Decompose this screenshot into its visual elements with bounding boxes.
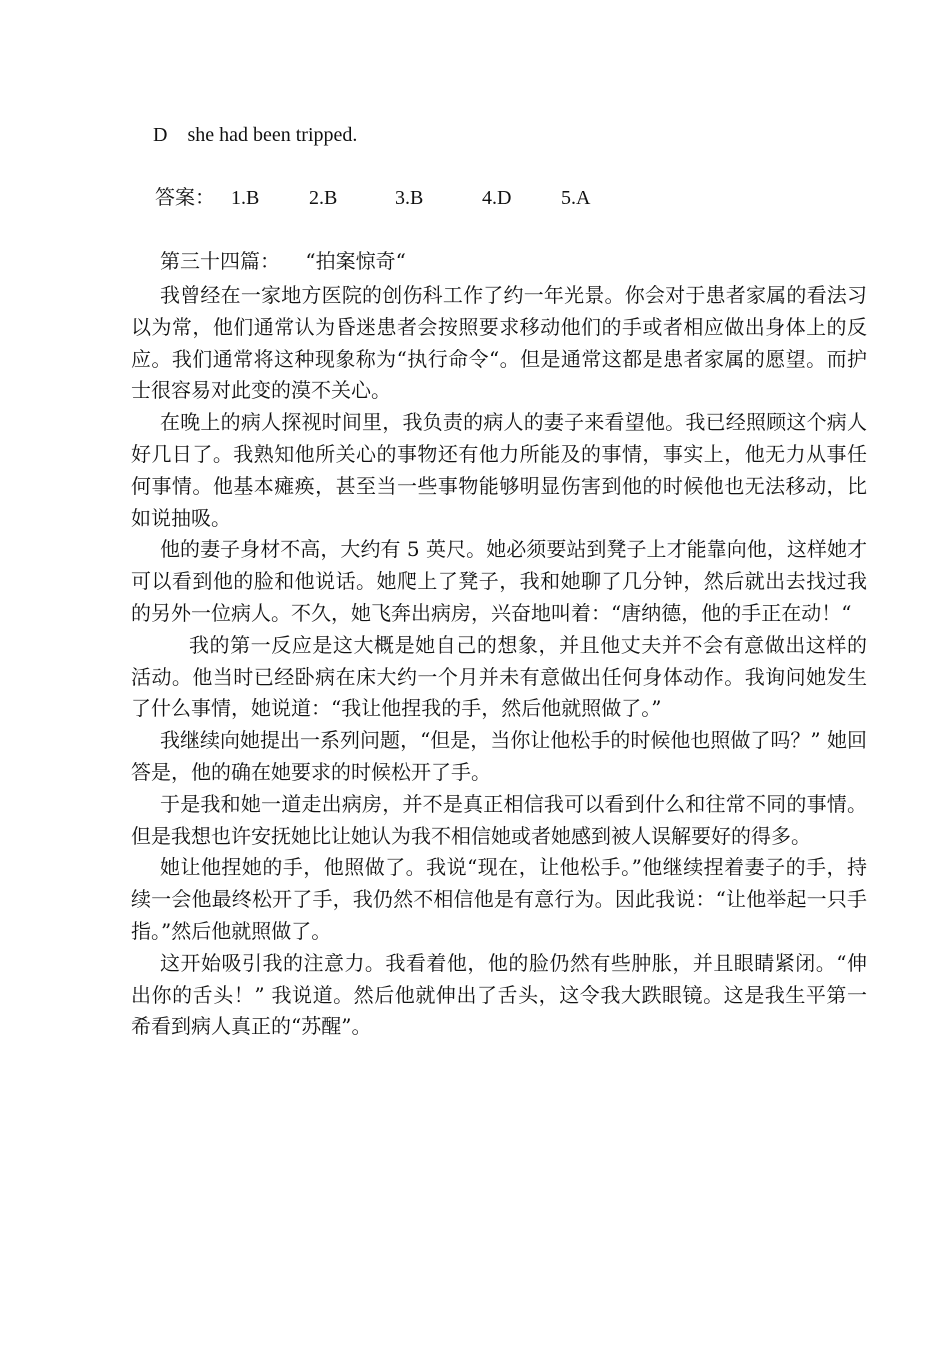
paragraph: 在晚上的病人探视时间里，我负责的病人的妻子来看望他。我已经照顾这个病人好几日了。我熟知他所关心的事物还有他力所能及的事情，事实上，他无力从事任何事情。他基本瘫痪，甚至当一些事物能够明显伤害到他的时候他也无法移动，比如说抽吸。 — [131, 410, 867, 530]
article-title: 第三十四篇： “拍案惊奇“ — [160, 249, 406, 273]
answer-item: 3.B — [395, 187, 424, 209]
answer-item: 2.B — [309, 187, 338, 209]
answer-key — [155, 185, 590, 211]
answer-option-d: D she had been tripped. — [153, 124, 358, 146]
paragraph: 他的妻子身材不高，大约有 5 英尺。她必须要站到凳子上才能靠向他，这样她才可以看到他的脸和他说话。她爬上了凳子，我和她聊了几分钟，然后就出去找过我的另外一位病人。不久，她飞奔出病房，兴奋地叫着：“唐纳德，他的手正在动！“ — [131, 537, 867, 625]
paragraph: 我继续向她提出一系列问题，“但是，当你让他松手的时候他也照做了吗？” 她回答是，他的确在她要求的时候松开了手。 — [131, 728, 867, 784]
answer-key-label: 答案： — [155, 187, 215, 209]
paragraph: 这开始吸引我的注意力。我看着他，他的脸仍然有些肿胀，并且眼睛紧闭。“伸出你的舌头！” 我说道。然后他就伸出了舌头，这令我大跌眼镜。这是我生平第一希看到病人真正的“苏醒”。 — [131, 950, 867, 1039]
article-body — [131, 280, 867, 1043]
answer-item: 1.B — [231, 187, 260, 209]
paragraph: 我的第一反应是这大概是她自己的想象，并且他丈夫并不会有意做出这样的活动。他当时已经卧病在床大约一个月并未有意做出任何身体动作。我询问她发生了什么事情，她说道：“我让他捏我的手，然后他就照做了。” — [131, 632, 867, 721]
answer-item: 5.A — [561, 187, 591, 209]
paragraph: 于是我和她一道走出病房，并不是真正相信我可以看到什么和往常不同的事情。但是我想也许安抚她比让她认为我不相信她或者她感到被人误解要好的得多。 — [131, 791, 867, 848]
paragraph: 她让他捏她的手，他照做了。我说“现在，让他松手。”他继续捏着妻子的手，持续一会他最终松开了手，我仍然不相信他是有意行为。因此我说：“让他举起一只手指。”然后他就照做了。 — [131, 855, 867, 943]
paragraph: 我曾经在一家地方医院的创伤科工作了约一年光景。你会对于患者家属的看法习以为常，他们通常认为昏迷患者会按照要求移动他们的手或者相应做出身体上的反应。我们通常将这种现象称为“执行命令“。但是通常这都是患者家属的愿望。而护士很容易对此变的漠不关心。 — [131, 283, 867, 403]
answer-item: 4.D — [482, 187, 512, 209]
